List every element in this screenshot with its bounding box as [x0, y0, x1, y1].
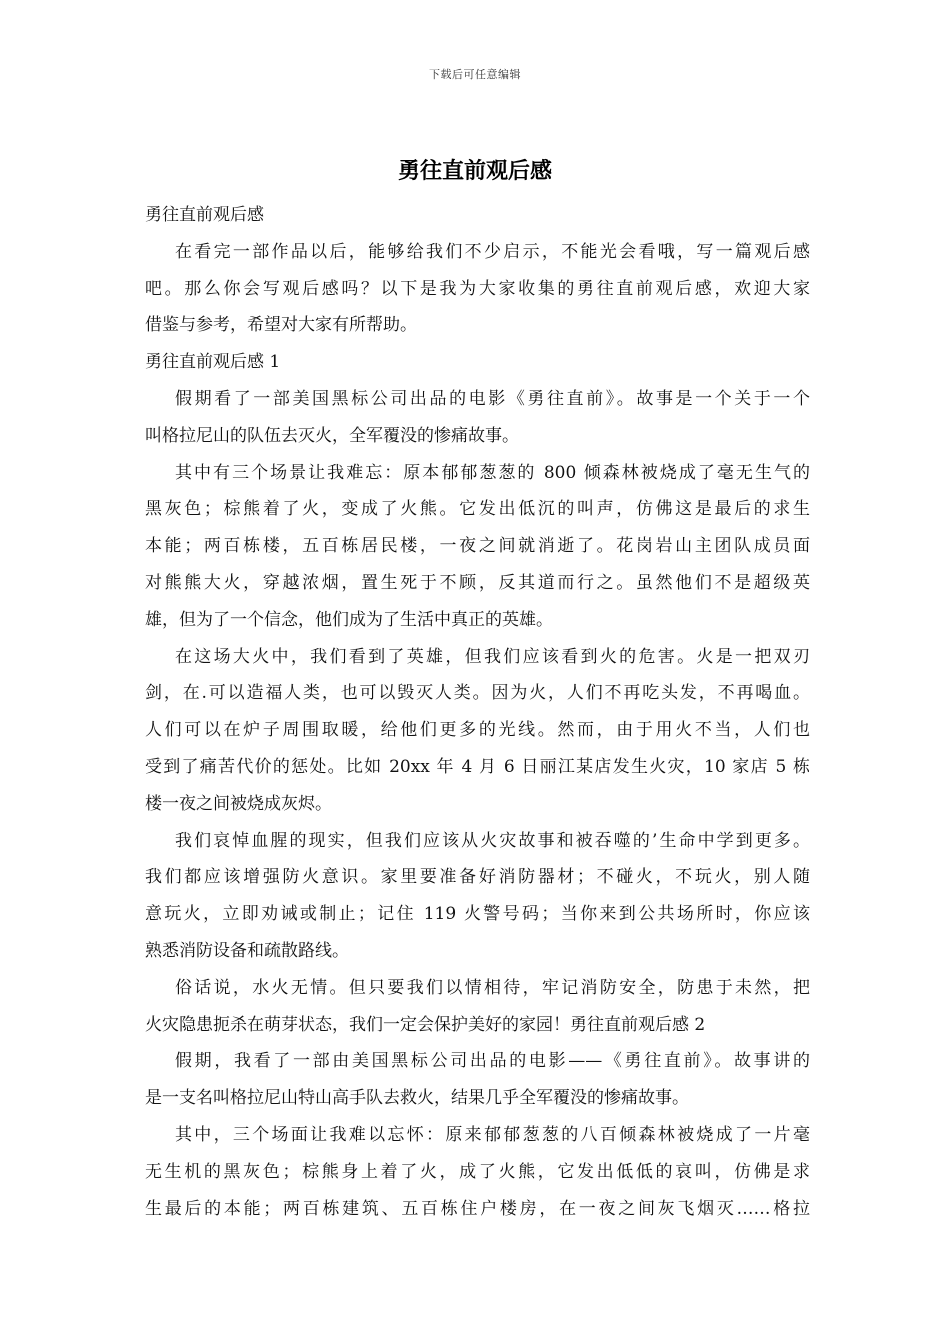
text-line: 剑，在.可以造福人类，也可以毁灭人类。因为火，人们不再吃头发，不再喝血。	[145, 683, 810, 704]
text-line: 借鉴与参考，希望对大家有所帮助。	[145, 315, 417, 336]
text-line: 火灾隐患扼杀在萌芽状态，我们一定会保护美好的家园！勇往直前观后感 2	[145, 1014, 706, 1035]
text-line: 在这场大火中，我们看到了英雄，但我们应该看到火的危害。火是一把双刃	[175, 646, 810, 667]
text-line: 黑灰色；棕熊着了火，变成了火熊。它发出低沉的叫声，仿佛这是最后的求生	[145, 499, 810, 520]
document-body	[145, 197, 810, 1227]
text-line: 楼一夜之间被烧成灰烬。	[145, 793, 332, 814]
text-line: 人们可以在炉子周围取暖，给他们更多的光线。然而，由于用火不当，人们也	[145, 720, 810, 741]
text-line: 勇往直前观后感 1	[145, 352, 281, 373]
text-line: 假期看了一部美国黑标公司出品的电影《勇往直前》。故事是一个关于一个	[175, 388, 810, 409]
text-line: 无生机的黑灰色；棕熊身上着了火，成了火熊，它发出低低的哀叫，仿佛是求	[145, 1161, 810, 1182]
text-line: 吧。那么你会写观后感吗？以下是我为大家收集的勇往直前观后感，欢迎大家	[145, 278, 810, 299]
text-line: 我们哀悼血腥的现实，但我们应该从火灾故事和被吞噬的’生命中学到更多。	[175, 830, 810, 851]
text-line: 本能；两百栋楼，五百栋居民楼，一夜之间就消逝了。花岗岩山主团队成员面	[145, 536, 810, 557]
text-line: 是一支名叫格拉尼山特山高手队去救火，结果几乎全军覆没的惨痛故事。	[145, 1088, 689, 1109]
text-line: 我们都应该增强防火意识。家里要准备好消防器材；不碰火，不玩火，别人随	[145, 867, 810, 888]
text-line: 对熊熊大火，穿越浓烟，置生死于不顾，反其道而行之。虽然他们不是超级英	[145, 572, 810, 593]
text-line: 俗话说，水火无情。但只要我们以情相待，牢记消防安全，防患于未然，把	[175, 977, 810, 998]
text-line: 其中，三个场面让我难以忘怀：原来郁郁葱葱的八百倾森林被烧成了一片毫	[175, 1124, 810, 1145]
text-line: 意玩火，立即劝诫或制止；记住 119 火警号码；当你来到公共场所时，你应该	[145, 904, 810, 925]
header-note: 下载后可任意编辑	[429, 68, 521, 81]
text-line: 其中有三个场景让我难忘：原本郁郁葱葱的 800 倾森林被烧成了毫无生气的	[175, 462, 810, 483]
text-line: 叫格拉尼山的队伍去灭火，全军覆没的惨痛故事。	[145, 425, 519, 446]
text-line: 在看完一部作品以后，能够给我们不少启示，不能光会看哦，写一篇观后感	[175, 241, 810, 262]
text-line: 熟悉消防设备和疏散路线。	[145, 940, 349, 961]
text-line: 受到了痛苦代价的惩处。比如 20xx 年 4 月 6 日丽江某店发生火灾，10 家店 5 栋	[145, 756, 810, 777]
text-line: 勇往直前观后感	[145, 205, 264, 225]
text-line: 生最后的本能；两百栋建筑、五百栋住户楼房，在一夜之间灰飞烟灭……格拉	[145, 1198, 810, 1219]
document-title: 勇往直前观后感	[397, 158, 552, 184]
text-line: 假期，我看了一部由美国黑标公司出品的电影——《勇往直前》。故事讲的	[175, 1051, 810, 1072]
text-line: 雄，但为了一个信念，他们成为了生活中真正的英雄。	[145, 609, 553, 630]
